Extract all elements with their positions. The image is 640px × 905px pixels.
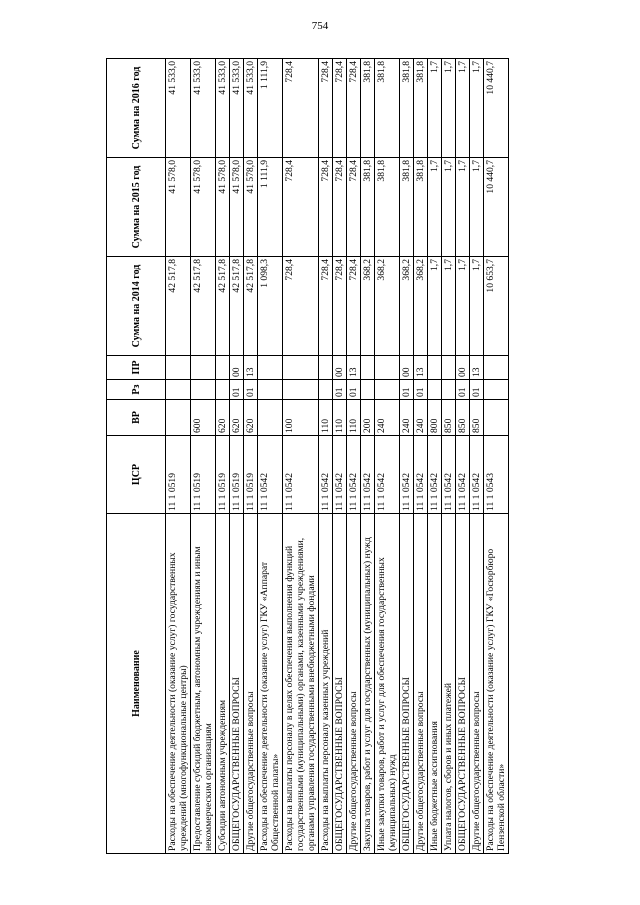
table-row: [166, 59, 191, 854]
cell-vr: 850: [456, 400, 470, 436]
cell-csr: 11 1 0542: [283, 436, 319, 514]
cell-sum-2015: 381,8: [361, 158, 375, 257]
cell-sum-2016: 728,4: [333, 59, 347, 158]
cell-sum-2015: 728,4: [319, 158, 333, 257]
table-row: [333, 59, 347, 854]
cell-sum-2015: 728,4: [347, 158, 361, 257]
cell-name: Расходы на обеспечение деятельности (оказание услуг) ГКУ «Госюрбюро Пензенской области»: [484, 514, 509, 854]
cell-sum-2016: 10 440,7: [484, 59, 509, 158]
cell-sum-2016: 1,7: [470, 59, 484, 158]
cell-sum-2016: 381,8: [361, 59, 375, 158]
cell-sum-2016: 1,7: [442, 59, 456, 158]
cell-pr: 13: [470, 356, 484, 380]
cell-csr: 11 1 0542: [414, 436, 428, 514]
cell-sum-2015: 10 440,7: [484, 158, 509, 257]
cell-rz: [216, 380, 230, 400]
cell-rz: 01: [347, 380, 361, 400]
cell-pr: [361, 356, 375, 380]
cell-rz: [428, 380, 442, 400]
header-sum-2015: Сумма на 2015 год: [107, 158, 166, 257]
table-row: [258, 59, 283, 854]
cell-vr: [484, 400, 509, 436]
cell-rz: [319, 380, 333, 400]
cell-name: Расходы на выплаты персоналу в целях обеспечения выполнения функций государственными (муниципальными) органами, казенными учреждениями, органами управления государственными внебюджетными фондами: [283, 514, 319, 854]
table-row: [191, 59, 216, 854]
cell-csr: 11 1 0542: [333, 436, 347, 514]
cell-vr: 800: [428, 400, 442, 436]
table-row: [456, 59, 470, 854]
cell-rz: [166, 380, 191, 400]
cell-sum-2014: 368,2: [361, 257, 375, 356]
rotated-table-area: [106, 59, 572, 854]
cell-pr: [283, 356, 319, 380]
cell-sum-2014: 42 517,8: [191, 257, 216, 356]
cell-vr: 240: [400, 400, 414, 436]
table-header-row: [107, 59, 166, 854]
cell-sum-2016: 381,8: [414, 59, 428, 158]
cell-sum-2015: 1,7: [442, 158, 456, 257]
header-sum-2014: Сумма на 2014 год: [107, 257, 166, 356]
cell-sum-2014: 728,4: [283, 257, 319, 356]
table-row: [347, 59, 361, 854]
cell-csr: 11 1 0542: [456, 436, 470, 514]
cell-vr: 100: [283, 400, 319, 436]
cell-vr: 850: [442, 400, 456, 436]
cell-vr: 110: [319, 400, 333, 436]
cell-rz: 01: [414, 380, 428, 400]
table-row: [216, 59, 230, 854]
cell-name: Другие общегосударственные вопросы: [414, 514, 428, 854]
table-row: [375, 59, 400, 854]
cell-name: ОБЩЕГОСУДАРСТВЕННЫЕ ВОПРОСЫ: [230, 514, 244, 854]
cell-sum-2015: 1,7: [428, 158, 442, 257]
cell-vr: [166, 400, 191, 436]
cell-vr: 620: [244, 400, 258, 436]
cell-rz: [442, 380, 456, 400]
cell-pr: 13: [347, 356, 361, 380]
cell-sum-2014: 42 517,8: [244, 257, 258, 356]
cell-sum-2014: 1,7: [470, 257, 484, 356]
cell-sum-2014: 1,7: [428, 257, 442, 356]
cell-sum-2015: 41 578,0: [216, 158, 230, 257]
cell-pr: [484, 356, 509, 380]
cell-rz: 01: [230, 380, 244, 400]
cell-vr: [258, 400, 283, 436]
cell-sum-2016: 41 533,0: [230, 59, 244, 158]
cell-rz: [191, 380, 216, 400]
table-row: [484, 59, 509, 854]
cell-sum-2014: 10 653,7: [484, 257, 509, 356]
cell-csr: 11 1 0542: [258, 436, 283, 514]
cell-pr: [319, 356, 333, 380]
cell-pr: 00: [400, 356, 414, 380]
cell-pr: 13: [244, 356, 258, 380]
page-number: 754: [311, 20, 329, 32]
cell-sum-2015: 381,8: [400, 158, 414, 257]
cell-sum-2014: 728,4: [319, 257, 333, 356]
cell-name: Предоставление субсидий бюджетным, автономным учреждениям и иным некоммерческим организациям: [191, 514, 216, 854]
cell-pr: [166, 356, 191, 380]
cell-csr: 11 1 0519: [191, 436, 216, 514]
cell-sum-2014: 368,2: [375, 257, 400, 356]
table-body: [166, 59, 509, 854]
cell-rz: [258, 380, 283, 400]
cell-rz: [484, 380, 509, 400]
cell-sum-2016: 1,7: [456, 59, 470, 158]
cell-rz: 01: [400, 380, 414, 400]
table-row: [442, 59, 456, 854]
cell-vr: 110: [347, 400, 361, 436]
cell-vr: 620: [230, 400, 244, 436]
table-row: [283, 59, 319, 854]
cell-sum-2014: 1 098,3: [258, 257, 283, 356]
cell-sum-2016: 1 111,9: [258, 59, 283, 158]
cell-sum-2015: 728,4: [333, 158, 347, 257]
cell-rz: 01: [244, 380, 258, 400]
cell-rz: [361, 380, 375, 400]
cell-sum-2014: 728,4: [333, 257, 347, 356]
cell-pr: [258, 356, 283, 380]
cell-pr: [216, 356, 230, 380]
cell-name: Закупка товаров, работ и услуг для государственных (муниципальных) нужд: [361, 514, 375, 854]
cell-sum-2014: 1,7: [442, 257, 456, 356]
cell-sum-2015: 381,8: [375, 158, 400, 257]
cell-pr: 13: [414, 356, 428, 380]
cell-sum-2015: 1,7: [470, 158, 484, 257]
table-row: [400, 59, 414, 854]
cell-sum-2016: 41 533,0: [191, 59, 216, 158]
table-row: [414, 59, 428, 854]
cell-rz: 01: [470, 380, 484, 400]
cell-rz: 01: [333, 380, 347, 400]
cell-sum-2016: 381,8: [375, 59, 400, 158]
cell-name: ОБЩЕГОСУДАРСТВЕННЫЕ ВОПРОСЫ: [456, 514, 470, 854]
cell-vr: 600: [191, 400, 216, 436]
cell-sum-2014: 42 517,8: [216, 257, 230, 356]
cell-name: Другие общегосударственные вопросы: [470, 514, 484, 854]
cell-rz: 01: [456, 380, 470, 400]
cell-name: ОБЩЕГОСУДАРСТВЕННЫЕ ВОПРОСЫ: [333, 514, 347, 854]
table-row: [470, 59, 484, 854]
cell-sum-2016: 1,7: [428, 59, 442, 158]
cell-sum-2015: 728,4: [283, 158, 319, 257]
cell-name: Иные бюджетные ассигнования: [428, 514, 442, 854]
header-vr: ВР: [107, 400, 166, 436]
cell-vr: 240: [414, 400, 428, 436]
cell-csr: 11 1 0542: [319, 436, 333, 514]
cell-pr: [442, 356, 456, 380]
cell-vr: 620: [216, 400, 230, 436]
cell-pr: [428, 356, 442, 380]
cell-pr: 00: [333, 356, 347, 380]
table-row: [428, 59, 442, 854]
cell-name: Уплата налогов, сборов и иных платежей: [442, 514, 456, 854]
table-row: [230, 59, 244, 854]
cell-sum-2016: 41 533,0: [166, 59, 191, 158]
cell-vr: 850: [470, 400, 484, 436]
cell-csr: 11 1 0542: [347, 436, 361, 514]
table-row: [319, 59, 333, 854]
cell-sum-2014: 1,7: [456, 257, 470, 356]
cell-sum-2016: 41 533,0: [244, 59, 258, 158]
cell-csr: 11 1 0542: [400, 436, 414, 514]
cell-sum-2015: 381,8: [414, 158, 428, 257]
header-pr: ПР: [107, 356, 166, 380]
header-sum-2016: Сумма на 2016 год: [107, 59, 166, 158]
cell-sum-2014: 42 517,8: [166, 257, 191, 356]
cell-pr: 00: [230, 356, 244, 380]
cell-csr: 11 1 0519: [230, 436, 244, 514]
cell-csr: 11 1 0519: [244, 436, 258, 514]
cell-csr: 11 1 0542: [428, 436, 442, 514]
cell-vr: 110: [333, 400, 347, 436]
cell-csr: 11 1 0542: [361, 436, 375, 514]
cell-name: Другие общегосударственные вопросы: [347, 514, 361, 854]
cell-pr: 00: [456, 356, 470, 380]
cell-csr: 11 1 0542: [470, 436, 484, 514]
cell-name: Субсидии автономным учреждениям: [216, 514, 230, 854]
cell-name: Расходы на выплаты персоналу казенных учреждений: [319, 514, 333, 854]
cell-csr: 11 1 0519: [216, 436, 230, 514]
cell-pr: [375, 356, 400, 380]
cell-sum-2016: 381,8: [400, 59, 414, 158]
cell-pr: [191, 356, 216, 380]
cell-csr: 11 1 0542: [442, 436, 456, 514]
header-rz: Рз: [107, 380, 166, 400]
cell-sum-2016: 728,4: [347, 59, 361, 158]
header-name: Наименование: [107, 514, 166, 854]
cell-sum-2016: 728,4: [283, 59, 319, 158]
cell-name: ОБЩЕГОСУДАРСТВЕННЫЕ ВОПРОСЫ: [400, 514, 414, 854]
cell-name: Расходы на обеспечение деятельности (оказание услуг) государственных учреждений (многофункциональные центры): [166, 514, 191, 854]
cell-csr: 11 1 0543: [484, 436, 509, 514]
table-row: [361, 59, 375, 854]
cell-sum-2014: 728,4: [347, 257, 361, 356]
cell-name: Расходы на обеспечение деятельности (оказание услуг) ГКУ «Аппарат Общественной палаты»: [258, 514, 283, 854]
budget-table: [106, 58, 509, 854]
cell-sum-2014: 368,2: [414, 257, 428, 356]
cell-sum-2015: 41 578,0: [230, 158, 244, 257]
cell-sum-2014: 368,2: [400, 257, 414, 356]
table-row: [244, 59, 258, 854]
cell-sum-2016: 41 533,0: [216, 59, 230, 158]
cell-rz: [283, 380, 319, 400]
cell-sum-2015: 1 111,9: [258, 158, 283, 257]
cell-name: Другие общегосударственные вопросы: [244, 514, 258, 854]
rotated-page-content: [106, 59, 572, 854]
cell-rz: [375, 380, 400, 400]
cell-name: Иные закупки товаров, работ и услуг для обеспечения государственных (муниципальных) нужд: [375, 514, 400, 854]
cell-csr: 11 1 0519: [166, 436, 191, 514]
cell-vr: 200: [361, 400, 375, 436]
cell-sum-2015: 1,7: [456, 158, 470, 257]
cell-sum-2015: 41 578,0: [244, 158, 258, 257]
cell-sum-2014: 42 517,8: [230, 257, 244, 356]
cell-csr: 11 1 0542: [375, 436, 400, 514]
cell-sum-2015: 41 578,0: [191, 158, 216, 257]
header-csr: ЦСР: [107, 436, 166, 514]
cell-vr: 240: [375, 400, 400, 436]
cell-sum-2015: 41 578,0: [166, 158, 191, 257]
cell-sum-2016: 728,4: [319, 59, 333, 158]
